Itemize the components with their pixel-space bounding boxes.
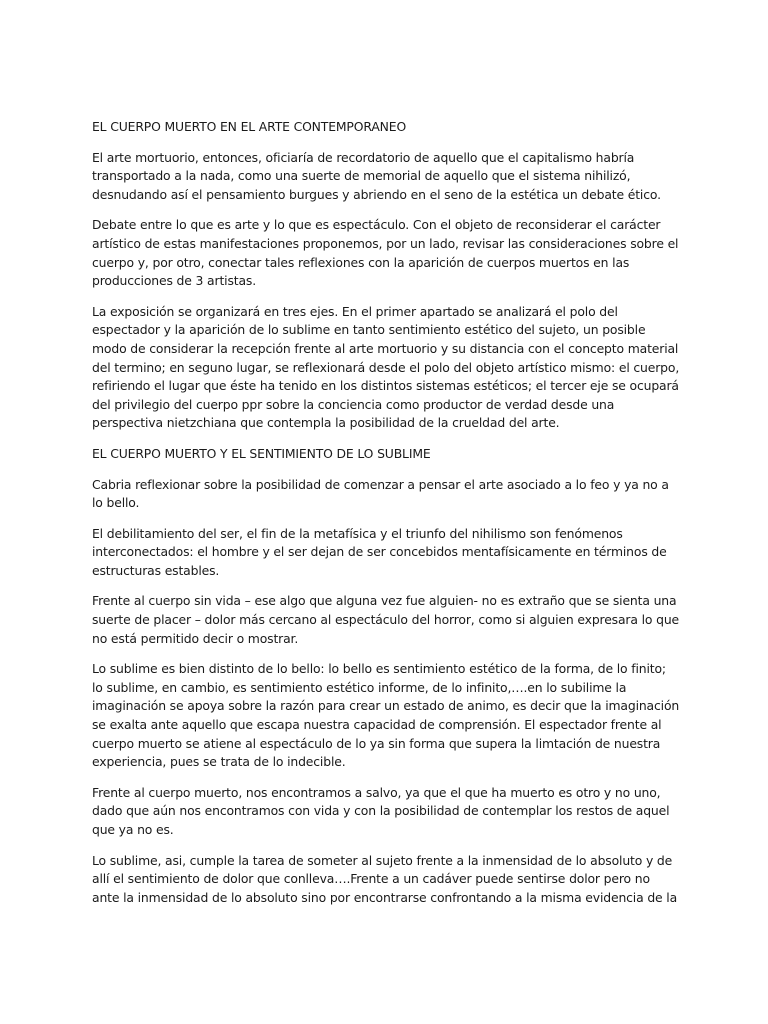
section-heading-sentimiento-sublime: EL CUERPO MUERTO Y EL SENTIMIENTO DE LO SUBLIME: [92, 445, 431, 461]
paragraph: La exposición se organizará en tres ejes. En el primer apartado se analizará el polo del espectador y la aparición de lo sublime en tanto sentimiento estético del sujeto, un posible modo de considerar la recepción frente al arte mortuorio y su distancia con el concepto material del termino; en seguno lugar, se reflexionará desde el polo del objeto artístico mismo: el cuerpo, refiriendo el lugar que éste ha tenido en los distintos sistemas estéticos; el tercer eje se ocupará del privilegio del cuerpo ppr sobre la conciencia como productor de verdad desde una perspectiva nietzchiana que contempla la posibilidad de la crueldad del arte.: [92, 303, 680, 431]
paragraph: Lo sublime es bien distinto de lo bello: lo bello es sentimiento estético de la forma, de lo finito; lo sublime, en cambio, es sentimiento estético informe, de lo infinito,….en lo subilime la imaginación se apoya sobre la razón para crear un estado de animo, es decir que la imaginación se exalta ante aquello que escapa nuestra capacidad de comprensión. El espectador frente al cuerpo muerto se atiene al espectáculo de lo ya sin forma que supera la limtación de nuestra experiencia, pues se trata de lo indecible.: [92, 661, 680, 770]
paragraph: El arte mortuorio, entonces, oficiaría de recordatorio de aquello que el capitalismo habría transportado a la nada, como una suerte de memorial de aquello que el sistema nihilizó, desnudando así el pensamiento burgues y abriendo en el seno de la estética un debate ético.: [92, 149, 661, 202]
paragraph: Lo sublime, asi, cumple la tarea de someter al sujeto frente a la inmensidad de lo absoluto y de allí el sentimiento de dolor que conlleva….Frente a un cadáver puede sentirse dolor pero no ante la inmensidad de lo absoluto sino por encontrarse confrontando a la misma evidencia de la: [92, 852, 678, 905]
paragraph: Frente al cuerpo muerto, nos encontramos a salvo, ya que el que ha muerto es otro y no uno, dado que aún nos encontramos con vida y con la posibilidad de contemplar los restos de aquel que ya no es.: [92, 784, 670, 837]
paragraph: Cabria reflexionar sobre la posibilidad de comenzar a pensar el arte asociado a lo feo y ya no a lo bello.: [92, 476, 669, 511]
paragraph: Debate entre lo que es arte y lo que es espectáculo. Con el objeto de reconsiderar el carácter artístico de estas manifestaciones proponemos, por un lado, revisar las consideraciones sobre el cuerpo y, por otro, conectar tales reflexiones con la aparición de cuerpos muertos en las producciones de 3 artistas.: [92, 217, 679, 289]
paragraph: Frente al cuerpo sin vida – ese algo que alguna vez fue alguien- no es extraño que se sienta una suerte de placer – dolor más cercano al espectáculo del horror, como si alguien expresara lo que no está permitido decir o mostrar.: [92, 593, 680, 646]
paragraph: El debilitamiento del ser, el fin de la metafísica y el triunfo del nihilismo son fenómenos interconectados: el hombre y el ser dejan de ser concebidos mentafísicamente en términos de estructuras estables.: [92, 525, 667, 578]
section-heading-cuerpo-muerto-arte: EL CUERPO MUERTO EN EL ARTE CONTEMPORANEO: [92, 119, 407, 134]
document-body: [92, 118, 680, 919]
